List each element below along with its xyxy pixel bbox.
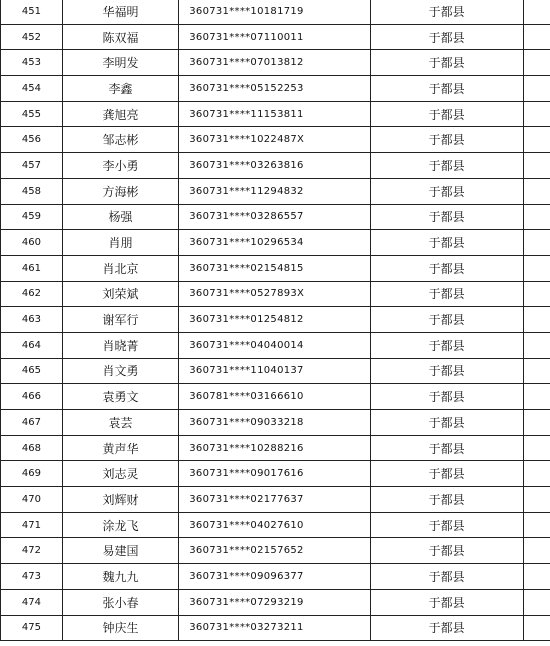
name-cell: 刘荣斌 (62, 281, 178, 307)
empty-edge-cell (523, 281, 550, 307)
empty-edge-cell (523, 101, 550, 127)
table-row (1, 435, 550, 461)
county-cell: 于都县 (370, 435, 523, 461)
empty-edge-cell (523, 358, 550, 384)
table-row (1, 487, 550, 513)
empty-edge-cell (523, 24, 550, 50)
table-row (1, 0, 550, 24)
table-row (1, 461, 550, 487)
id-number-cell: 360731****07293219 (179, 589, 370, 615)
table-row (1, 615, 550, 641)
county-cell: 于都县 (370, 0, 523, 24)
name-cell: 钟庆生 (62, 615, 178, 641)
row-number-cell: 463 (1, 307, 63, 333)
roster-table-body (1, 0, 550, 641)
county-cell: 于都县 (370, 307, 523, 333)
table-row (1, 538, 550, 564)
county-cell: 于都县 (370, 538, 523, 564)
name-cell: 李明发 (62, 50, 178, 76)
county-cell: 于都县 (370, 384, 523, 410)
id-number-cell: 360731****10296534 (179, 230, 370, 256)
id-number-cell: 360731****10181719 (179, 0, 370, 24)
name-cell: 邹志彬 (62, 127, 178, 153)
empty-edge-cell (523, 538, 550, 564)
row-number-cell: 452 (1, 24, 63, 50)
name-cell: 龚旭亮 (62, 101, 178, 127)
name-cell: 刘辉财 (62, 487, 178, 513)
table-row (1, 281, 550, 307)
table-row (1, 255, 550, 281)
id-number-cell: 360731****11153811 (179, 101, 370, 127)
row-number-cell: 457 (1, 153, 63, 179)
row-number-cell: 474 (1, 589, 63, 615)
county-cell: 于都县 (370, 332, 523, 358)
empty-edge-cell (523, 564, 550, 590)
table-row (1, 358, 550, 384)
empty-edge-cell (523, 153, 550, 179)
empty-edge-cell (523, 127, 550, 153)
table-row (1, 332, 550, 358)
row-number-cell: 475 (1, 615, 63, 641)
empty-edge-cell (523, 307, 550, 333)
county-cell: 于都县 (370, 153, 523, 179)
name-cell: 袁芸 (62, 410, 178, 436)
table-row (1, 307, 550, 333)
empty-edge-cell (523, 76, 550, 102)
row-number-cell: 453 (1, 50, 63, 76)
name-cell: 方海彬 (62, 178, 178, 204)
row-number-cell: 470 (1, 487, 63, 513)
table-row (1, 564, 550, 590)
table-row (1, 127, 550, 153)
name-cell: 肖北京 (62, 255, 178, 281)
id-number-cell: 360731****10288216 (179, 435, 370, 461)
name-cell: 李小勇 (62, 153, 178, 179)
row-number-cell: 472 (1, 538, 63, 564)
id-number-cell: 360731****09017616 (179, 461, 370, 487)
name-cell: 肖朋 (62, 230, 178, 256)
county-cell: 于都县 (370, 358, 523, 384)
row-number-cell: 451 (1, 0, 63, 24)
empty-edge-cell (523, 461, 550, 487)
empty-edge-cell (523, 589, 550, 615)
id-number-cell: 360731****03263816 (179, 153, 370, 179)
name-cell: 李鑫 (62, 76, 178, 102)
id-number-cell: 360731****09033218 (179, 410, 370, 436)
id-number-cell: 360781****03166610 (179, 384, 370, 410)
row-number-cell: 461 (1, 255, 63, 281)
id-number-cell: 360731****0527893X (179, 281, 370, 307)
row-number-cell: 467 (1, 410, 63, 436)
empty-edge-cell (523, 410, 550, 436)
row-number-cell: 465 (1, 358, 63, 384)
empty-edge-cell (523, 204, 550, 230)
empty-edge-cell (523, 435, 550, 461)
empty-edge-cell (523, 178, 550, 204)
empty-edge-cell (523, 615, 550, 641)
row-number-cell: 462 (1, 281, 63, 307)
row-number-cell: 454 (1, 76, 63, 102)
name-cell: 肖晓菁 (62, 332, 178, 358)
name-cell: 杨强 (62, 204, 178, 230)
row-number-cell: 455 (1, 101, 63, 127)
table-row (1, 230, 550, 256)
table-row (1, 410, 550, 436)
name-cell: 刘志灵 (62, 461, 178, 487)
id-number-cell: 360731****07013812 (179, 50, 370, 76)
county-cell: 于都县 (370, 589, 523, 615)
county-cell: 于都县 (370, 204, 523, 230)
table-row (1, 101, 550, 127)
county-cell: 于都县 (370, 281, 523, 307)
county-cell: 于都县 (370, 255, 523, 281)
name-cell: 陈双福 (62, 24, 178, 50)
empty-edge-cell (523, 384, 550, 410)
name-cell: 黄声华 (62, 435, 178, 461)
name-cell: 涂龙飞 (62, 512, 178, 538)
county-cell: 于都县 (370, 230, 523, 256)
id-number-cell: 360731****01254812 (179, 307, 370, 333)
name-cell: 肖文勇 (62, 358, 178, 384)
county-cell: 于都县 (370, 615, 523, 641)
row-number-cell: 459 (1, 204, 63, 230)
table-row (1, 153, 550, 179)
id-number-cell: 360731****02154815 (179, 255, 370, 281)
county-cell: 于都县 (370, 24, 523, 50)
empty-edge-cell (523, 512, 550, 538)
name-cell: 张小春 (62, 589, 178, 615)
table-row (1, 384, 550, 410)
row-number-cell: 473 (1, 564, 63, 590)
county-cell: 于都县 (370, 461, 523, 487)
table-row (1, 512, 550, 538)
id-number-cell: 360731****02177637 (179, 487, 370, 513)
name-cell: 华福明 (62, 0, 178, 24)
id-number-cell: 360731****04027610 (179, 512, 370, 538)
table-row (1, 204, 550, 230)
county-cell: 于都县 (370, 101, 523, 127)
table-row (1, 50, 550, 76)
row-number-cell: 460 (1, 230, 63, 256)
row-number-cell: 468 (1, 435, 63, 461)
id-number-cell: 360731****11294832 (179, 178, 370, 204)
table-row (1, 76, 550, 102)
table-row (1, 24, 550, 50)
id-number-cell: 360731****03273211 (179, 615, 370, 641)
empty-edge-cell (523, 487, 550, 513)
row-number-cell: 456 (1, 127, 63, 153)
id-number-cell: 360731****03286557 (179, 204, 370, 230)
id-number-cell: 360731****05152253 (179, 76, 370, 102)
name-cell: 谢军行 (62, 307, 178, 333)
empty-edge-cell (523, 50, 550, 76)
id-number-cell: 360731****1022487X (179, 127, 370, 153)
county-cell: 于都县 (370, 76, 523, 102)
county-cell: 于都县 (370, 564, 523, 590)
empty-edge-cell (523, 255, 550, 281)
county-cell: 于都县 (370, 410, 523, 436)
name-cell: 魏九九 (62, 564, 178, 590)
row-number-cell: 464 (1, 332, 63, 358)
id-number-cell: 360731****02157652 (179, 538, 370, 564)
county-cell: 于都县 (370, 178, 523, 204)
empty-edge-cell (523, 230, 550, 256)
name-cell: 袁勇文 (62, 384, 178, 410)
table-row (1, 589, 550, 615)
id-number-cell: 360731****04040014 (179, 332, 370, 358)
id-number-cell: 360731****11040137 (179, 358, 370, 384)
empty-edge-cell (523, 0, 550, 24)
name-cell: 易建国 (62, 538, 178, 564)
row-number-cell: 469 (1, 461, 63, 487)
id-number-cell: 360731****07110011 (179, 24, 370, 50)
row-number-cell: 458 (1, 178, 63, 204)
county-cell: 于都县 (370, 50, 523, 76)
county-cell: 于都县 (370, 127, 523, 153)
county-cell: 于都县 (370, 512, 523, 538)
county-cell: 于都县 (370, 487, 523, 513)
row-number-cell: 466 (1, 384, 63, 410)
row-number-cell: 471 (1, 512, 63, 538)
empty-edge-cell (523, 332, 550, 358)
table-row (1, 178, 550, 204)
id-number-cell: 360731****09096377 (179, 564, 370, 590)
